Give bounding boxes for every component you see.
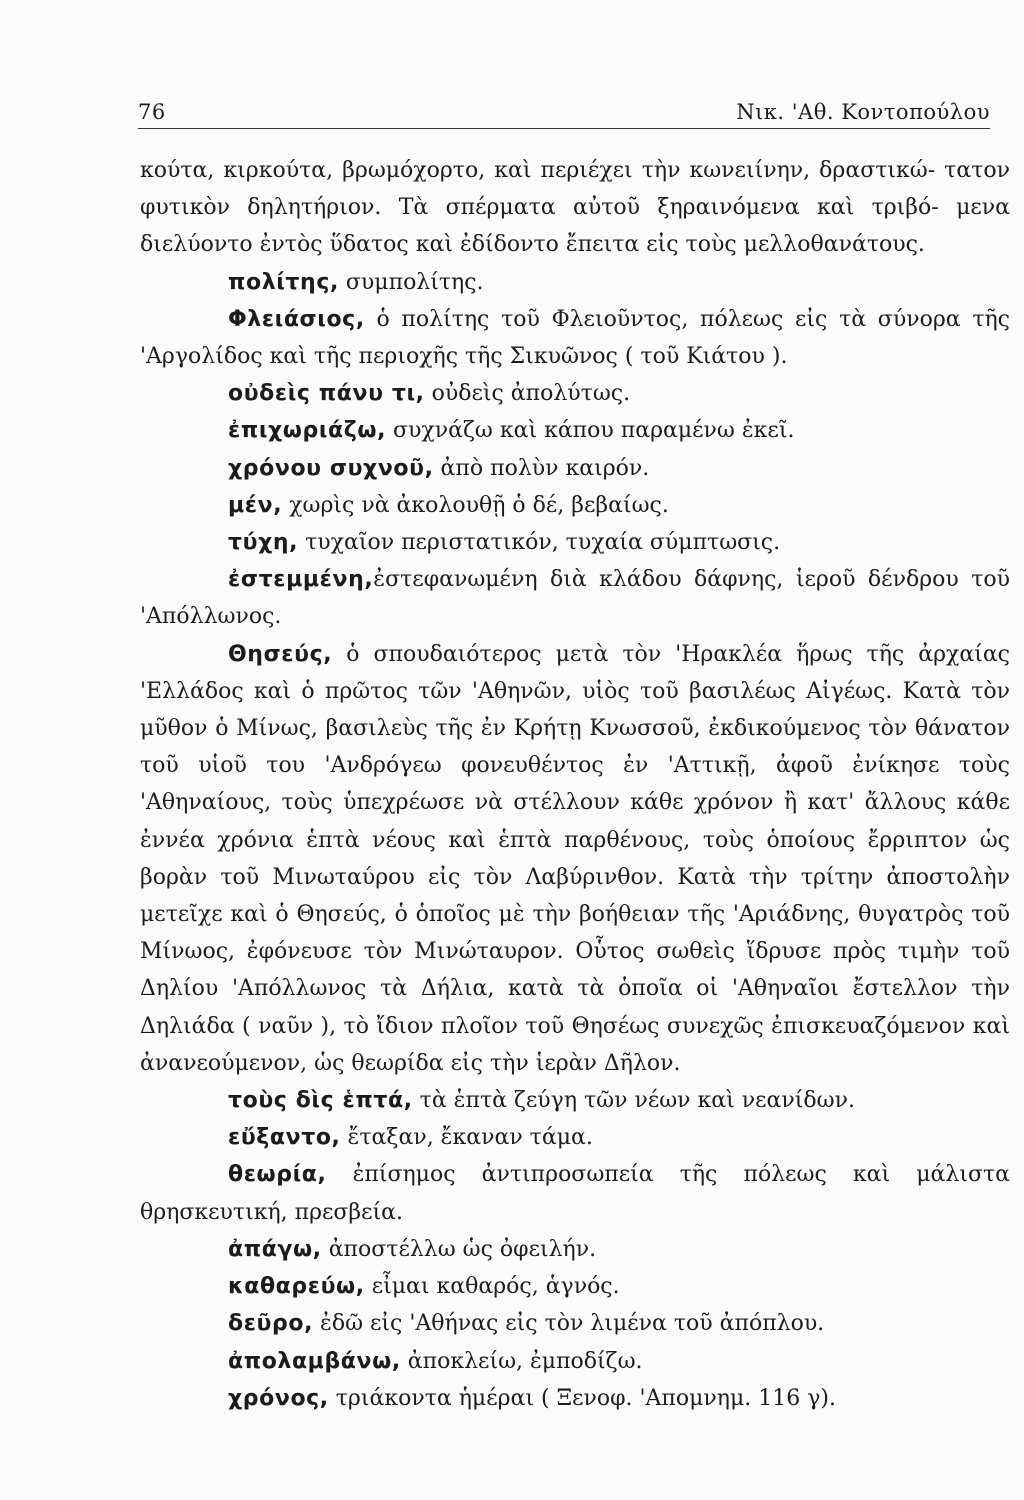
glossary-entry — [140, 1156, 1010, 1230]
glossary-entry — [140, 412, 1010, 449]
entry-term: τύχη, — [228, 530, 299, 556]
entry-term: μέν, — [228, 492, 283, 518]
entry-definition: ἀποστέλλω ὡς ὀφειλήν. — [321, 1236, 597, 1262]
entry-term: εὔξαντο, — [228, 1125, 341, 1151]
entry-term: δεῦρο, — [228, 1311, 314, 1337]
entry-definition: ἐστεφανωμένη διὰ κλάδου δάφνης, ἱεροῦ δένδρου τοῦ 'Απόλλωνος. — [140, 567, 1010, 630]
entry-definition: τυχαῖον περιστατικόν, τυχαία σύμπτωσις. — [298, 530, 781, 556]
glossary-entry — [140, 1305, 1010, 1342]
entry-term: χρόνου συχνοῦ, — [228, 455, 434, 481]
entry-definition: ὁ σπουδαιότερος μετὰ τὸν 'Ηρακλέα ἥρως τῆς ἀρχαίας 'Ελλάδος καὶ ὁ πρῶτος τῶν 'Αθηνῶν, υἱὸς τοῦ βασιλέως Αἰγέως. Κατὰ τὸν μῦθον ὁ Μίνως, βασιλεὺς τῆς ἐν Κρήτῃ Κνωσσοῦ, ἐκδικούμενος τὸν θάνατον τοῦ υἱοῦ του 'Ανδρόγεω φονευθέντος ἐν 'Αττικῇ, ἀφοῦ ἐνίκησε τοὺς 'Αθηναίους, τοὺς ὑπεχρέωσε νὰ στέλλουν κάθε χρόνον ἢ κατ' ἄλλους κάθε ἐννέα χρόνια ἑπτὰ νέους καὶ ἑπτὰ παρθένους, τοὺς ὁποίους ἔρριπτον ὡς βορὰν τοῦ Μινωταύρου εἰς τὸν Λαβύρινθον. Κατὰ τὴν τρίτην ἀποστολὴν μετεῖχε καὶ ὁ Θησεύς, ὁ ὁποῖος μὲ τὴν βοήθειαν τῆς 'Αριάδνης, θυγατρὸς τοῦ Μίνωος, ἐφόνευσε τὸν Μινώταυρον. Οὗτος σωθεὶς ἵδρυσε πρὸς τιμὴν τοῦ Δηλίου 'Απόλλωνος τὰ Δήλια, κατὰ τὰ ὁποῖα οἱ 'Αθηναῖοι ἔστελλον τὴν Δηλιάδα ( ναῦν ), τὸ ἴδιον πλοῖον τοῦ Θησέως συνεχῶς ἐπισκευαζόμενον καὶ ἀνανεούμενον, ὡς θεωρίδα εἰς τὴν ἱερὰν Δῆλον. — [140, 641, 1010, 1076]
page-number: 76 — [138, 100, 166, 124]
entry-definition: συμπολίτης. — [338, 269, 484, 295]
entry-definition: συχνάζω καὶ κάπου παραμένω ἐκεῖ. — [386, 418, 795, 444]
glossary-entry — [140, 264, 1010, 301]
entry-definition: ἀποκλείω, ἐμποδίζω. — [400, 1348, 643, 1374]
entry-definition: ἀπὸ πολὺν καιρόν. — [433, 455, 650, 481]
glossary-entry — [140, 1119, 1010, 1156]
glossary-entry — [140, 561, 1010, 635]
intro-line: τατον φυτικὸν δηλητήριον. Τὰ σπέρματα αὐτοῦ ξηραινόμενα καὶ τριβό- — [140, 158, 1010, 221]
entry-definition: τριάκοντα ἡμέραι ( Ξενοφ. 'Απομνημ. 116 γ). — [328, 1385, 836, 1411]
entry-term: ἀπολαμβάνω, — [228, 1348, 401, 1374]
entry-term: ἐστεμμένη, — [228, 567, 374, 593]
glossary-entry — [140, 1231, 1010, 1268]
entry-term: ἀπάγω, — [228, 1236, 322, 1262]
entry-definition: χωρὶς νὰ ἀκολουθῇ ὁ δέ, βεβαίως. — [282, 492, 669, 518]
entry-term: Φλειάσιος, — [228, 306, 365, 332]
entry-definition: ὁ πολίτης τοῦ Φλειοῦντος, πόλεως εἰς τὰ σύνορα τῆς 'Αργολίδος καὶ τῆς περιοχῆς τῆς Σικυῶνος ( τοῦ Κιάτου ). — [140, 306, 1010, 370]
page-body — [140, 152, 1010, 1417]
entry-term: καθαρεύω, — [228, 1274, 365, 1300]
entry-term: τοὺς δὶς ἑπτά, — [228, 1088, 413, 1114]
entry-definition: ἔταξαν, ἔκαναν τάμα. — [340, 1125, 593, 1151]
running-head: Νικ. 'Αθ. Κοντοπούλου — [736, 100, 990, 124]
header-rule — [138, 128, 990, 129]
glossary-entry — [140, 1343, 1010, 1380]
glossary-entry — [140, 375, 1010, 412]
entry-term: πολίτης, — [228, 269, 339, 295]
glossary-entry — [140, 1082, 1010, 1119]
entry-term: οὐδεὶς πάνυ τι, — [228, 381, 425, 407]
entry-definition: ἐδῶ εἰς 'Αθήνας εἰς τὸν λιμένα τοῦ ἀπόπλου. — [313, 1311, 825, 1337]
entry-definition: τὰ ἑπτὰ ζεύγη τῶν νέων καὶ νεανίδων. — [412, 1088, 855, 1114]
glossary-entry — [140, 1380, 1010, 1417]
glossary-entry — [140, 487, 1010, 524]
glossary-entry — [140, 636, 1010, 1082]
entry-term: ἐπιχωριάζω, — [228, 418, 387, 444]
entry-term: Θησεύς, — [228, 641, 333, 667]
glossary-entry — [140, 450, 1010, 487]
intro-line: κούτα, κιρκούτα, βρωμόχορτο, καὶ περιέχει τὴν κωνειίνην, δραστικώ- — [140, 158, 945, 183]
glossary-entry — [140, 1268, 1010, 1305]
intro-line: μενα διελύοντο ἐντὸς ὕδατος καὶ ἐδίδοντο ἔπειτα εἰς τοὺς μελλοθανάτους. — [140, 195, 1010, 258]
glossary-entry — [140, 524, 1010, 561]
glossary-entries — [140, 264, 1010, 1417]
entry-definition: ἐπίσημος ἀντιπροσωπεία τῆς πόλεως καὶ μάλιστα θρησκευτική, πρεσβεία. — [140, 1162, 1010, 1225]
page-header — [138, 94, 990, 130]
entry-term: χρόνος, — [228, 1385, 329, 1411]
glossary-entry — [140, 301, 1010, 375]
intro-paragraph — [140, 152, 1010, 264]
entry-definition: οὐδεὶς ἀπολύτως. — [424, 381, 631, 407]
entry-term: θεωρία, — [228, 1162, 327, 1188]
entry-definition: εἶμαι καθαρός, ἁγνός. — [364, 1274, 620, 1300]
